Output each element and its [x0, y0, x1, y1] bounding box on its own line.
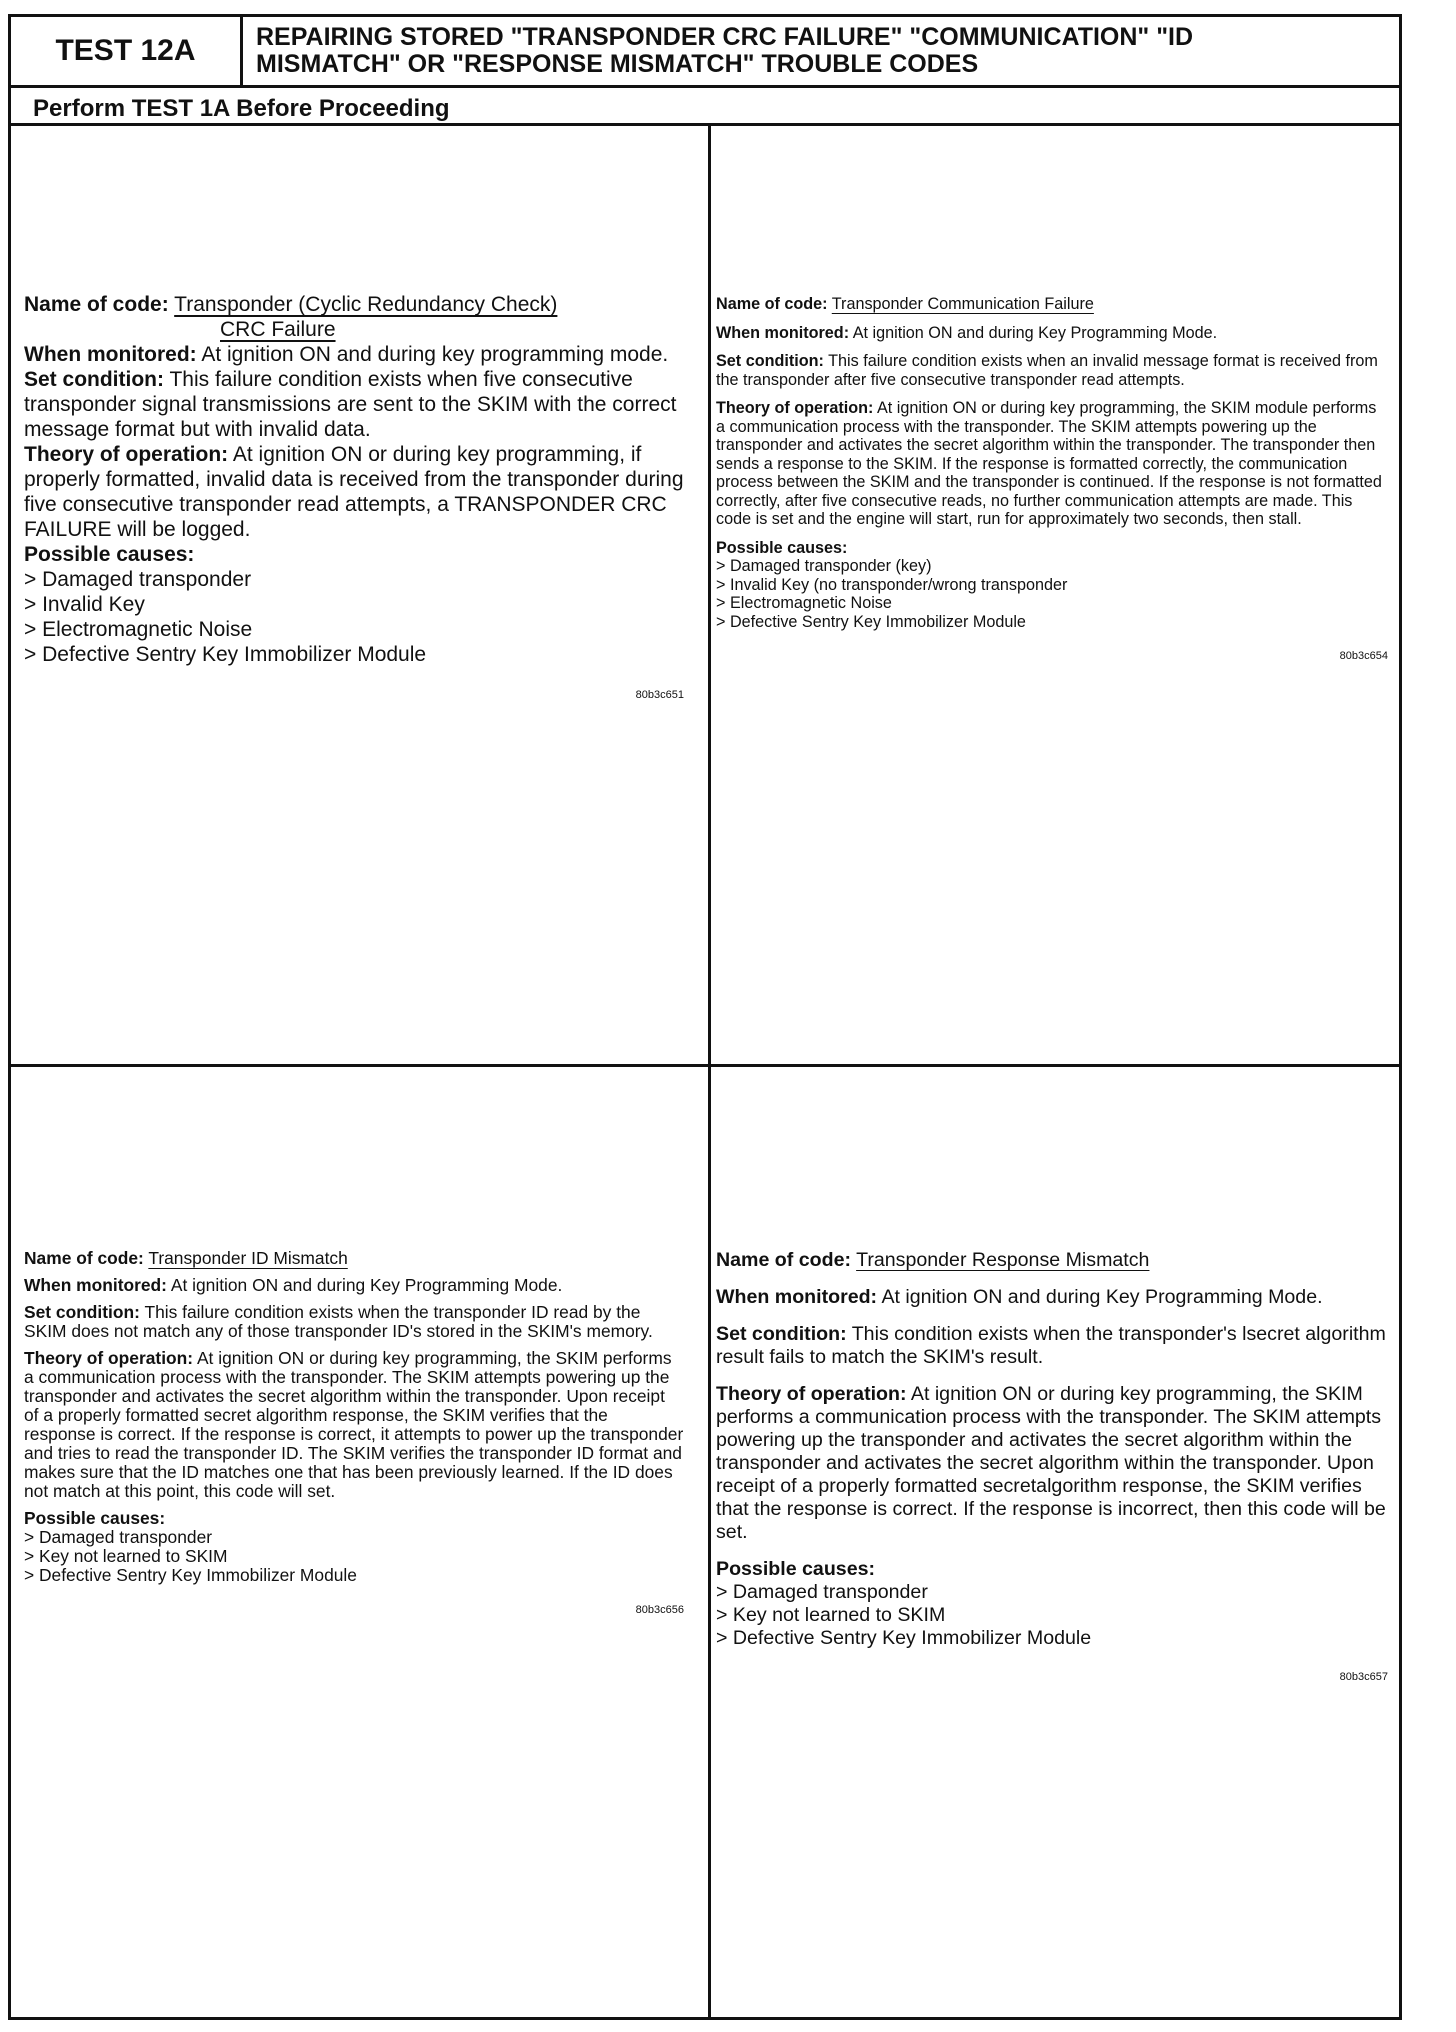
possible-causes-list	[24, 567, 684, 667]
cause-item: > Damaged transponder (key)	[716, 557, 932, 575]
when-monitored	[24, 1276, 684, 1295]
code-name	[24, 292, 684, 342]
cause-item: > Damaged transponder	[716, 1581, 928, 1603]
possible-causes-label: Possible causes:	[24, 543, 195, 566]
theory-label: Theory of operation:	[24, 1348, 194, 1368]
set-condition-value: This failure condition exists when five consecutive transponder signal transmissions are sent to the SKIM with the correct message format but with invalid data.	[24, 368, 677, 441]
cause-item: > Key not learned to SKIM	[24, 1546, 228, 1566]
code-name	[716, 295, 1388, 314]
set-condition-label: Set condition:	[24, 368, 164, 391]
when-monitored	[716, 1286, 1388, 1309]
set-condition-label: Set condition:	[716, 1323, 847, 1345]
code-name-value: Transponder ID Mismatch	[148, 1248, 348, 1268]
test-id: TEST 12A	[11, 17, 243, 85]
when-monitored	[24, 342, 684, 367]
column-divider	[708, 123, 711, 2017]
possible-causes-list	[716, 557, 1388, 631]
theory-of-operation	[24, 1349, 684, 1501]
when-monitored-label: When monitored:	[24, 343, 197, 366]
code-name-value: Transponder Communication Failure	[831, 295, 1094, 313]
theory-of-operation	[716, 399, 1388, 529]
when-monitored-value: At ignition ON and during Key Programming Mode.	[881, 1286, 1323, 1308]
code-panel-crc-failure	[24, 292, 684, 708]
code-name-label: Name of code:	[24, 293, 169, 316]
figure-id: 80b3c656	[635, 1604, 684, 1616]
cause-item: > Electromagnetic Noise	[24, 618, 253, 641]
possible-causes-list	[24, 1528, 684, 1585]
title-line-2: MISMATCH" OR "RESPONSE MISMATCH" TROUBLE CODES	[256, 50, 979, 78]
theory-value: At ignition ON or during key programming, if properly formatted, invalid data is received from the transponder during five consecutive transponder read attempts, a TRANSPONDER CRC FAILURE will be logged.	[24, 443, 684, 541]
title-line-1: REPAIRING STORED "TRANSPONDER CRC FAILURE" "COMMUNICATION" "ID	[256, 23, 1194, 51]
when-monitored	[716, 324, 1388, 343]
code-name-label: Name of code:	[24, 1248, 144, 1268]
possible-causes-list	[716, 1581, 1388, 1650]
code-name	[24, 1249, 684, 1268]
theory-label: Theory of operation:	[716, 399, 874, 417]
code-name-label: Name of code:	[716, 295, 828, 313]
cause-item: > Invalid Key (no transponder/wrong transponder	[716, 575, 1068, 594]
cause-item: > Key not learned to SKIM	[716, 1604, 946, 1626]
code-name-label: Name of code:	[716, 1249, 852, 1271]
code-name-value: Transponder (Cyclic Redundancy Check)	[174, 293, 558, 316]
set-condition	[24, 367, 684, 442]
set-condition-value: This failure condition exists when the transponder ID read by the SKIM does not match any of those transponder ID's stored in the SKIM's memory.	[24, 1302, 653, 1341]
page-title	[256, 24, 1376, 78]
cause-item: > Defective Sentry Key Immobilizer Module	[716, 1627, 1092, 1649]
cause-item: > Defective Sentry Key Immobilizer Module	[24, 643, 427, 666]
cause-item: > Damaged transponder	[24, 568, 252, 591]
figure-id: 80b3c657	[1339, 1671, 1388, 1683]
theory-value: At ignition ON or during key programming, the SKIM module performs a communication process with the transponder. The SKIM attempts powering up the transponder and activates the secret algorithm within the transponder. The transponder then sends a response to the SKIM. If the response is formatted correctly, the communication process between the SKIM and the transponder is continued. If the response is not formatted correctly, after five consecutive reads, no further communication attempts are made. This code is set and the engine will start, run for approximately two seconds, then stall.	[716, 399, 1382, 528]
set-condition	[24, 1303, 684, 1341]
theory-value: At ignition ON or during key programming, the SKIM performs a communication process with the transponder. The SKIM attempts powering up the transponder and activates the secret algorithm within the transponder and activates the secret algorithm within the transponder. Upon receipt of a properly formatted secretalgorithm response, the SKIM verifies that the response is correct. If the response is incorrect, then this code will be set.	[716, 1383, 1386, 1543]
set-condition-value: This failure condition exists when an invalid message format is received from the transponder after five consecutive transponder read attempts.	[716, 352, 1378, 389]
when-monitored-value: At ignition ON and during Key Programming Mode.	[170, 1275, 563, 1295]
when-monitored-label: When monitored:	[24, 1275, 167, 1295]
code-panel-response-mismatch	[716, 1249, 1388, 1689]
when-monitored-value: At ignition ON and during Key Programming Mode.	[852, 323, 1218, 342]
set-condition-value: This condition exists when the transponder's lsecret algorithm result fails to match the SKIM's result.	[716, 1323, 1386, 1368]
cause-item: > Damaged transponder	[24, 1527, 213, 1547]
possible-causes-label: Possible causes:	[716, 1558, 876, 1580]
cause-item: > Defective Sentry Key Immobilizer Module	[24, 1565, 357, 1585]
code-name-value-line2: CRC Failure	[220, 318, 336, 341]
set-condition-label: Set condition:	[24, 1302, 140, 1322]
theory-label: Theory of operation:	[716, 1383, 907, 1405]
theory-of-operation	[716, 1383, 1388, 1544]
cause-item: > Electromagnetic Noise	[716, 594, 892, 612]
possible-causes-label: Possible causes:	[716, 538, 848, 557]
when-monitored-value: At ignition ON and during key programming mode.	[201, 343, 669, 366]
when-monitored-label: When monitored:	[716, 1286, 878, 1308]
set-condition	[716, 1323, 1388, 1369]
code-panel-id-mismatch	[24, 1249, 684, 1620]
code-panel-communication-failure	[716, 295, 1388, 666]
cause-item: > Invalid Key	[24, 593, 145, 616]
code-name-value: Transponder Response Mismatch	[856, 1249, 1150, 1271]
set-condition	[716, 352, 1388, 389]
theory-label: Theory of operation:	[24, 443, 229, 466]
possible-causes-label: Possible causes:	[24, 1508, 166, 1528]
prerequisite-divider	[11, 123, 1399, 126]
cause-item: > Defective Sentry Key Immobilizer Module	[716, 612, 1026, 631]
figure-id: 80b3c654	[1339, 650, 1388, 662]
set-condition-label: Set condition:	[716, 352, 824, 370]
header-divider	[11, 85, 1399, 88]
when-monitored-label: When monitored:	[716, 323, 850, 342]
prerequisite-note: Perform TEST 1A Before Proceeding	[33, 95, 450, 122]
theory-value: At ignition ON or during key programming, the SKIM performs a communication process with the transponder. The SKIM attempts powering up the transponder and activates the secret algorithm within the transponder. Upon receipt of a properly formatted secret algorithm response, the SKIM verifies that the response is correct. If the response is correct, it attempts to power up the transponder and tries to read the transponder ID. The SKIM verifies the transponder ID format and makes sure that the ID matches one that has been previously learned. If the ID does not match at this point, this code will set.	[24, 1348, 684, 1501]
figure-id: 80b3c651	[635, 689, 684, 701]
code-name	[716, 1249, 1388, 1272]
row-divider	[11, 1064, 1399, 1067]
theory-of-operation	[24, 442, 684, 542]
